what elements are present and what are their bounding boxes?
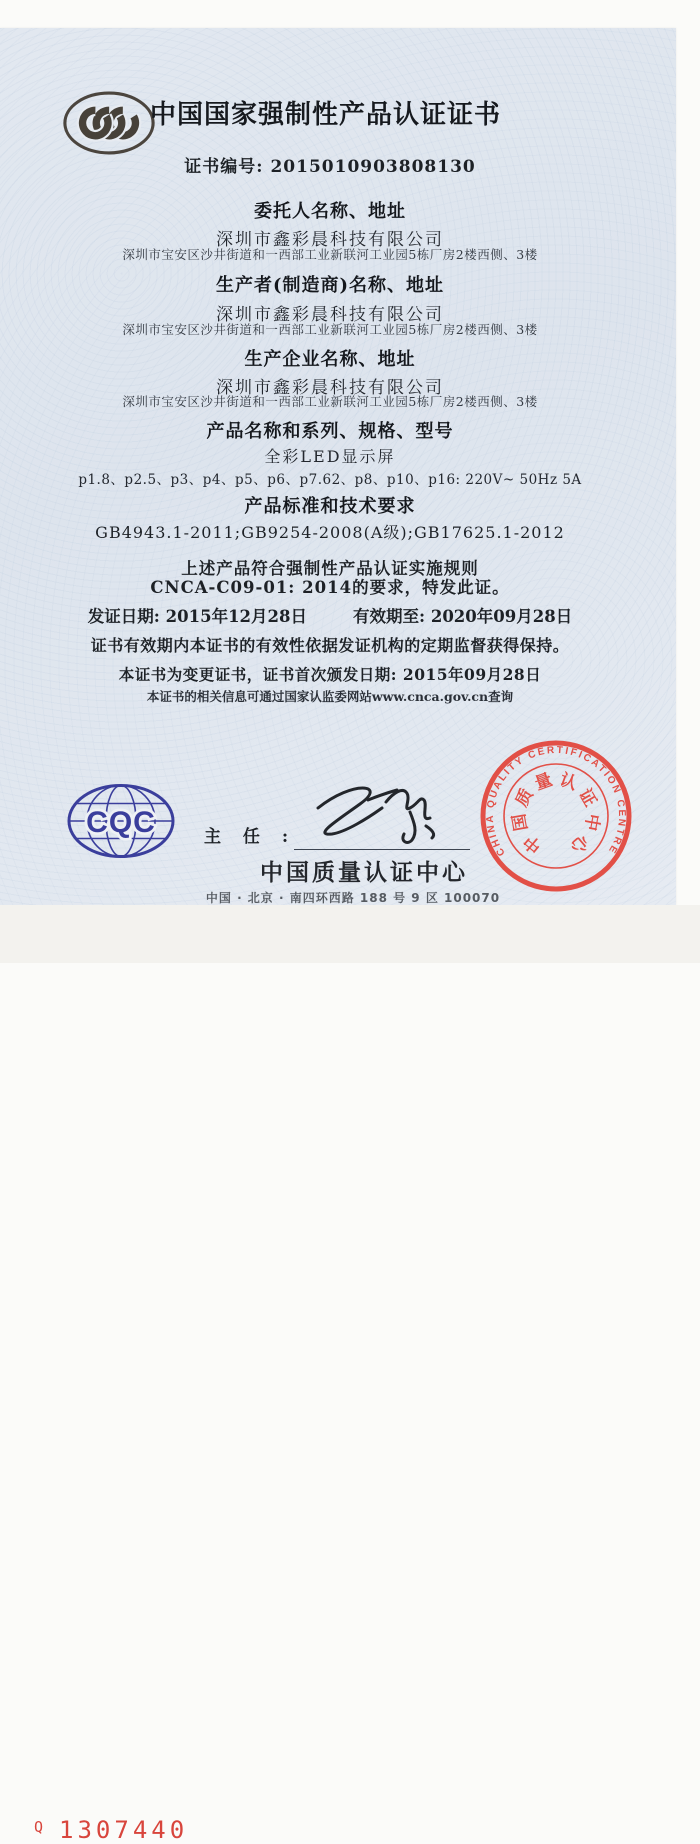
serial-digits: 1307440	[59, 1816, 189, 1844]
factory-heading: 生产企业名称、地址	[244, 349, 416, 370]
dates-row	[18, 603, 642, 627]
factory-company: 深圳市鑫彩晨科技有限公司	[216, 378, 444, 398]
director-signature	[298, 778, 448, 850]
certificate-number-value: 2015010903808130	[270, 157, 476, 177]
official-seal	[477, 737, 635, 895]
ccc-logo	[60, 88, 158, 158]
validity-note: 证书有效期内本证书的有效性依据发证机构的定期监督获得保持。	[90, 636, 570, 655]
statement-line-1: 上述产品符合强制性产品认证实施规则	[181, 559, 479, 578]
svg-text:国: 国	[509, 812, 532, 833]
expiry-date	[353, 603, 572, 627]
svg-text:中: 中	[519, 830, 546, 857]
product-heading: 产品名称和系列、规格、型号	[206, 421, 454, 442]
change-note: 本证书为变更证书，证书首次颁发日期: 2015年09月28日	[118, 665, 542, 684]
applicant-address: 深圳市宝安区沙井街道和一西部工业新联河工业园5栋厂房2楼西侧、3楼	[122, 247, 538, 262]
ccc-logo-arcs	[78, 106, 140, 141]
scan-margin	[0, 905, 700, 1844]
issue-date-label: 发证日期:	[87, 607, 160, 626]
producer-company: 深圳市鑫彩晨科技有限公司	[216, 305, 444, 325]
applicant-heading: 委托人名称、地址	[254, 201, 406, 222]
certificate-paper	[0, 28, 676, 905]
standards-value: GB4943.1-2011;GB9254-2008(A级);GB17625.1-2012	[95, 523, 565, 542]
svg-text:量: 量	[532, 769, 556, 795]
cqc-logo	[64, 781, 178, 863]
seal-inner-text	[509, 769, 604, 858]
serial-prefix: Q	[34, 1818, 46, 1836]
issue-date	[88, 603, 307, 627]
cqc-logo-text: CQC	[86, 806, 156, 839]
applicant-company: 深圳市鑫彩晨科技有限公司	[216, 230, 444, 250]
signature-line	[294, 849, 470, 850]
org-name: 中国质量认证中心	[260, 860, 468, 886]
statement-line-2: CNCA-C09-01: 2014的要求，特发此证。	[150, 578, 510, 597]
product-models: p1.8、p2.5、p3、p4、p5、p6、p7.62、p8、p10、p16: 220V~ 50Hz 5A	[78, 472, 582, 488]
certificate-number-line	[18, 152, 642, 177]
certificate-number-label: 证书编号:	[184, 157, 264, 177]
org-address: 中国 · 北京 · 南四环西路 188 号 9 区 100070	[205, 891, 501, 905]
svg-text:心: 心	[566, 830, 593, 857]
serial-number	[34, 1816, 188, 1844]
issue-date-value: 2015年12月28日	[165, 607, 307, 626]
expiry-date-value: 2020年09月28日	[430, 607, 573, 626]
product-name: 全彩LED显示屏	[264, 447, 396, 466]
svg-text:中: 中	[580, 812, 603, 833]
producer-heading: 生产者(制造商)名称、地址	[215, 275, 445, 296]
svg-text:证: 证	[574, 785, 601, 811]
svg-text:质: 质	[511, 785, 538, 811]
svg-text:认: 认	[556, 769, 580, 795]
certificate-title: 中国国家强制性产品认证证书	[150, 100, 502, 130]
producer-address: 深圳市宝安区沙井街道和一西部工业新联河工业园5栋厂房2楼西侧、3楼	[122, 322, 538, 337]
factory-address: 深圳市宝安区沙井街道和一西部工业新联河工业园5栋厂房2楼西侧、3楼	[122, 394, 538, 409]
director-label: 主 任 :	[204, 827, 297, 847]
query-note: 本证书的相关信息可通过国家认监委网站www.cnca.gov.cn查询	[146, 689, 514, 704]
seal-ring-text: CHINA QUALITY CERTIFICATION CENTRE	[484, 744, 628, 858]
expiry-date-label: 有效期至:	[353, 607, 426, 626]
standards-heading: 产品标准和技术要求	[244, 496, 416, 517]
